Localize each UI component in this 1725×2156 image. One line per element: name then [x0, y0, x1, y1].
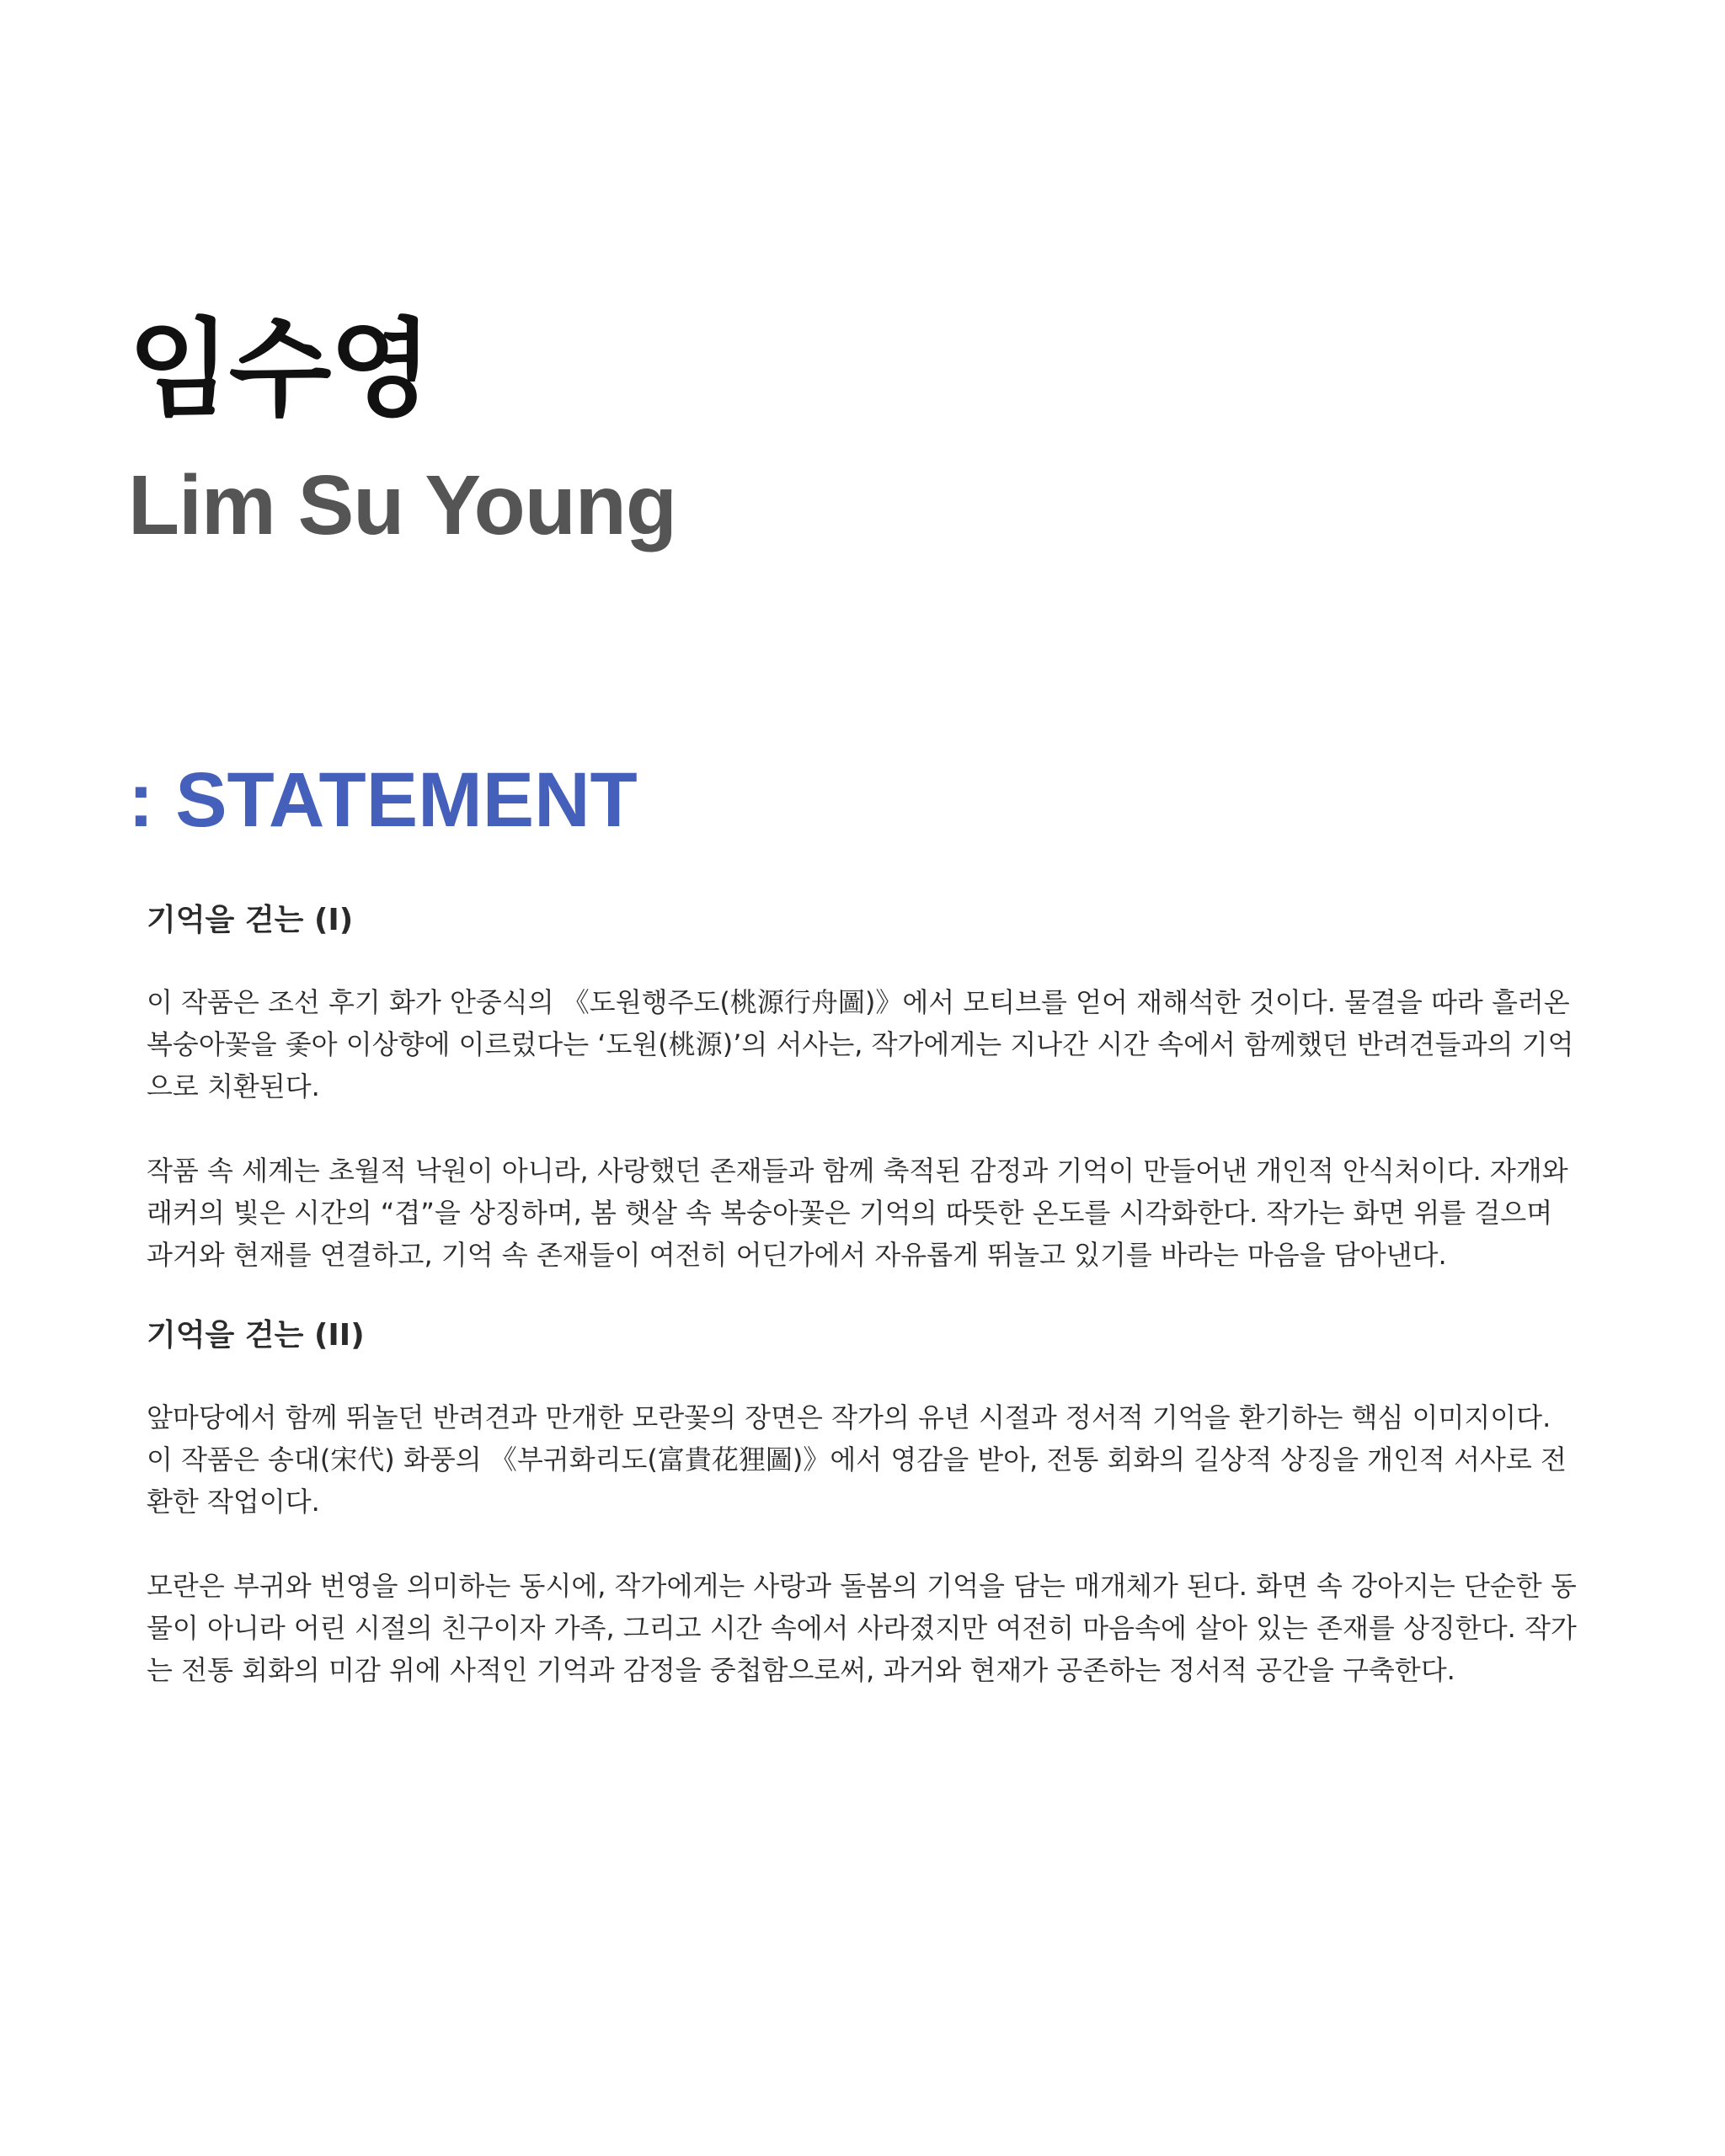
work-title-2: 기억을 걷는 (II)	[147, 1317, 365, 1353]
work-2-paragraph-1: 앞마당에서 함께 뛰놀던 반려견과 만개한 모란꽃의 장면은 작가의 유년 시절과 정서적 기억을 환기하는 핵심 이미지이다. 이 작품은 송대(宋代) 화풍의 《부귀화리도(富貴花狸圖)》에서 영감을 받아, 전통 회화의 길상적 상징을 개인적 서사로 전환한 작업이다.	[147, 1401, 1567, 1518]
statement-title: : STATEMENT	[128, 757, 638, 843]
work-1-paragraph-2: 작품 속 세계는 초월적 낙원이 아니라, 사랑했던 존재들과 함께 축적된 감정과 기억이 만들어낸 개인적 안식처이다. 자개와 래커의 빛은 시간의 “겹”을 상징하며, 봄 햇살 속 복숭아꽃은 기억의 따뜻한 온도를 시각화한다. 작가는 화면 위를 걸으며 과거와 현재를 연결하고, 기억 속 존재들이 여전히 어딘가에서 자유롭게 뛰놀고 있기를 바라는 마음을 담아낸다.	[147, 1154, 1568, 1271]
work-1-paragraph-1: 이 작품은 조선 후기 화가 안중식의 《도원행주도(桃源行舟圖)》에서 모티브를 얻어 재해석한 것이다. 물결을 따라 흘러온 복숭아꽃을 좇아 이상향에 이르렀다는 ‘도원(桃源)’의 서사는, 작가에게는 지나간 시간 속에서 함께했던 반려견들과의 기억으로 치환된다.	[147, 985, 1574, 1102]
statement-body	[147, 901, 1578, 1691]
artist-name-korean: 임수영	[128, 307, 431, 431]
artist-name-english: Lim Su Young	[128, 458, 676, 552]
work-2-paragraph-2: 모란은 부귀와 번영을 의미하는 동시에, 작가에게는 사랑과 돌봄의 기억을 담는 매개체가 된다. 화면 속 강아지는 단순한 동물이 아니라 어린 시절의 친구이자 가족, 그리고 시간 속에서 사라졌지만 여전히 마음속에 살아 있는 존재를 상징한다. 작가는 전통 회화의 미감 위에 사적인 기억과 감정을 중첩함으로써, 과거와 현재가 공존하는 정서적 공간을 구축한다.	[147, 1569, 1577, 1686]
work-title-1: 기억을 걷는 (I)	[147, 903, 354, 937]
